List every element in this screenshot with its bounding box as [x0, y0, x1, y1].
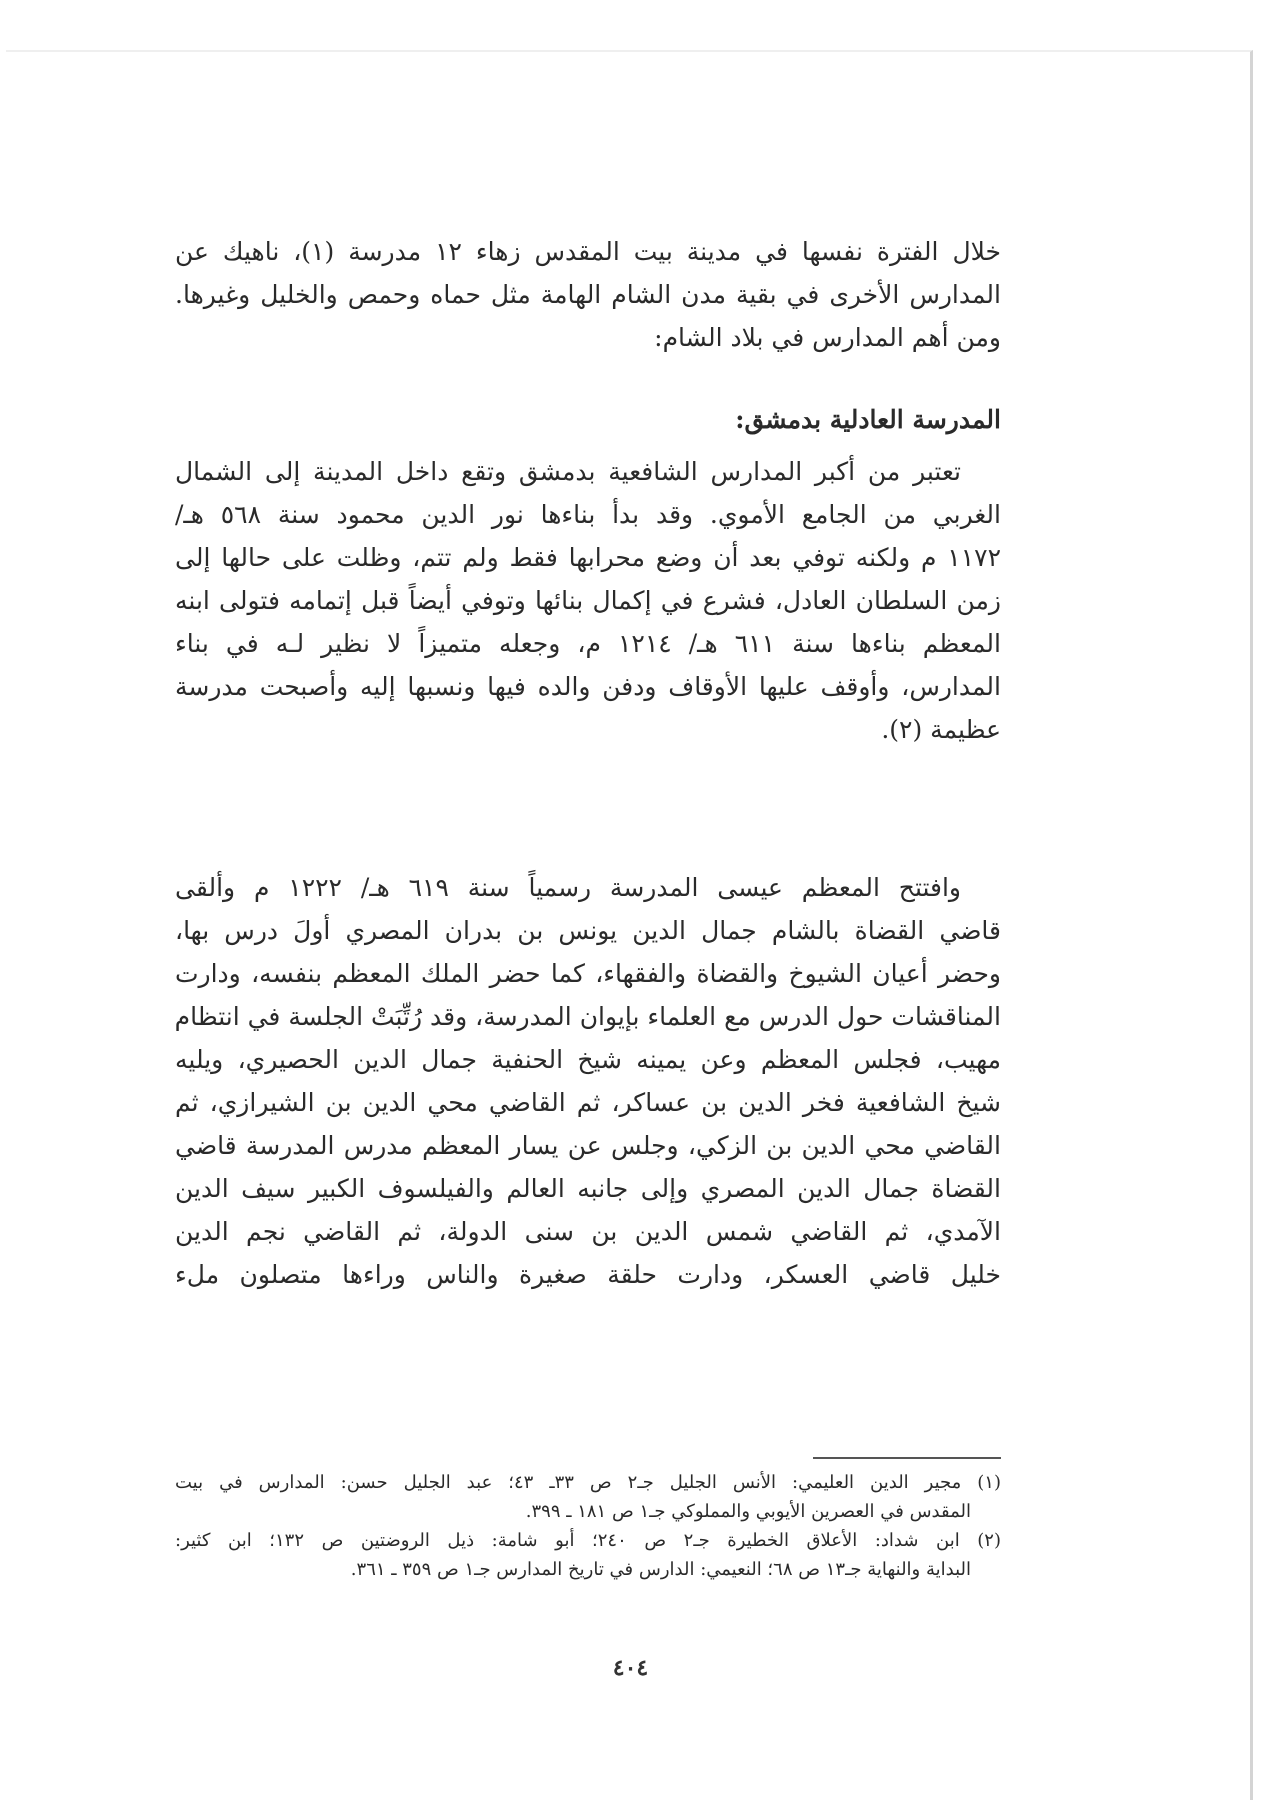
paragraph-adiliyya-description	[175, 450, 1001, 751]
paragraph-line: تعتبر من أكبر المدارس الشافعية بدمشق وتقع داخل المدينة إلى الشمال	[175, 457, 961, 486]
paragraph-line: قاضي القضاة بالشام جمال الدين يونس بن بدران المصري أولَ درس بها،	[175, 916, 1001, 945]
paragraph-line: شيخ الشافعية فخر الدين بن عساكر، ثم القاضي محي الدين بن الشيرازي، ثم	[175, 1088, 1001, 1117]
paragraph-line: زمن السلطان العادل، فشرع في إكمال بنائها وتوفي أيضاً قبل إتمامه فتولى ابنه	[175, 586, 1001, 615]
paragraph-line: الآمدي، ثم القاضي شمس الدين بن سنى الدولة، ثم القاضي نجم الدين	[175, 1217, 1002, 1246]
paragraph-line: الغربي من الجامع الأموي. وقد بدأ بناءها نور الدين محمود سنة ٥٦٨ هـ/	[175, 500, 1001, 529]
paragraph-opening-ceremony	[175, 866, 1001, 1296]
footnote-line: (١) مجير الدين العليمي: الأنس الجليل جـ٢ ص ٣٣ـ ٤٣؛ عبد الجليل حسن: المدارس في بيت	[175, 1472, 1001, 1493]
section-heading-text: المدرسة العادلية بدمشق:	[735, 405, 1001, 434]
footnote-line: البداية والنهاية جـ١٣ ص ٦٨؛ النعيمي: الدارس في تاريخ المدارس جـ١ ص ٣٥٩ ـ ٣٦١.	[350, 1559, 971, 1580]
paragraph-line: المناقشات حول الدرس مع العلماء بإيوان المدرسة، وقد رُتِّبَتْ الجلسة في انتظام	[174, 1002, 1001, 1031]
paragraph-line: القضاة جمال الدين المصري وإلى جانبه العالم والفيلسوف الكبير سيف الدين	[175, 1174, 1001, 1203]
paragraph-line: المعظم بناءها سنة ٦١١ هـ/ ١٢١٤ م، وجعله متميزاً لا نظير لـه في بناء	[175, 629, 1001, 658]
paragraph-line: المدارس، وأوقف عليها الأوقاف ودفن والده فيها ونسبها إليه وأصبحت مدرسة	[175, 672, 1001, 701]
footnotes	[175, 1468, 1001, 1584]
paragraph-line: القاضي محي الدين بن الزكي، وجلس عن يسار المعظم مدرس المدرسة قاضي	[175, 1131, 1001, 1160]
footnote-1	[175, 1468, 1001, 1526]
paragraph-line: وافتتح المعظم عيسى المدرسة رسمياً سنة ٦١٩ هـ/ ١٢٢٢ م وألقى	[175, 873, 961, 902]
page-number: ٤٠٤	[612, 1655, 649, 1681]
paragraph-line: عظيمة (٢).	[881, 715, 1001, 744]
intro-line: المدارس الأخرى في بقية مدن الشام الهامة مثل حماه وحمص والخليل وغيرها.	[175, 280, 1001, 309]
paragraph-line: خليل قاضي العسكر، ودارت حلقة صغيرة والناس وراءها متصلون ملء	[175, 1260, 1001, 1289]
footnote-separator	[813, 1457, 1001, 1459]
intro-paragraph	[175, 230, 1001, 359]
paragraph-line: وحضر أعيان الشيوخ والقضاة والفقهاء، كما حضر الملك المعظم بنفسه، ودارت	[175, 959, 1001, 988]
footnote-2	[175, 1526, 1001, 1584]
footnote-line: (٢) ابن شداد: الأعلاق الخطيرة جـ٢ ص ٢٤٠؛ أبو شامة: ذيل الروضتين ص ١٣٢؛ ابن كثير:	[175, 1530, 1001, 1551]
section-heading	[175, 398, 1001, 441]
footnote-line: المقدس في العصرين الأيوبي والمملوكي جـ١ ص ١٨١ ـ ٣٩٩.	[525, 1501, 971, 1522]
paragraph-line: ١١٧٢ م ولكنه توفي بعد أن وضع محرابها فقط ولم تتم، وظلت على حالها إلى	[175, 543, 1001, 572]
paragraph-line: مهيب، فجلس المعظم وعن يمينه شيخ الحنفية جمال الدين الحصيري، ويليه	[175, 1045, 1001, 1074]
intro-line: خلال الفترة نفسها في مدينة بيت المقدس زهاء ١٢ مدرسة (١)، ناهيك عن	[175, 237, 1001, 266]
intro-line: ومن أهم المدارس في بلاد الشام:	[654, 323, 1001, 352]
